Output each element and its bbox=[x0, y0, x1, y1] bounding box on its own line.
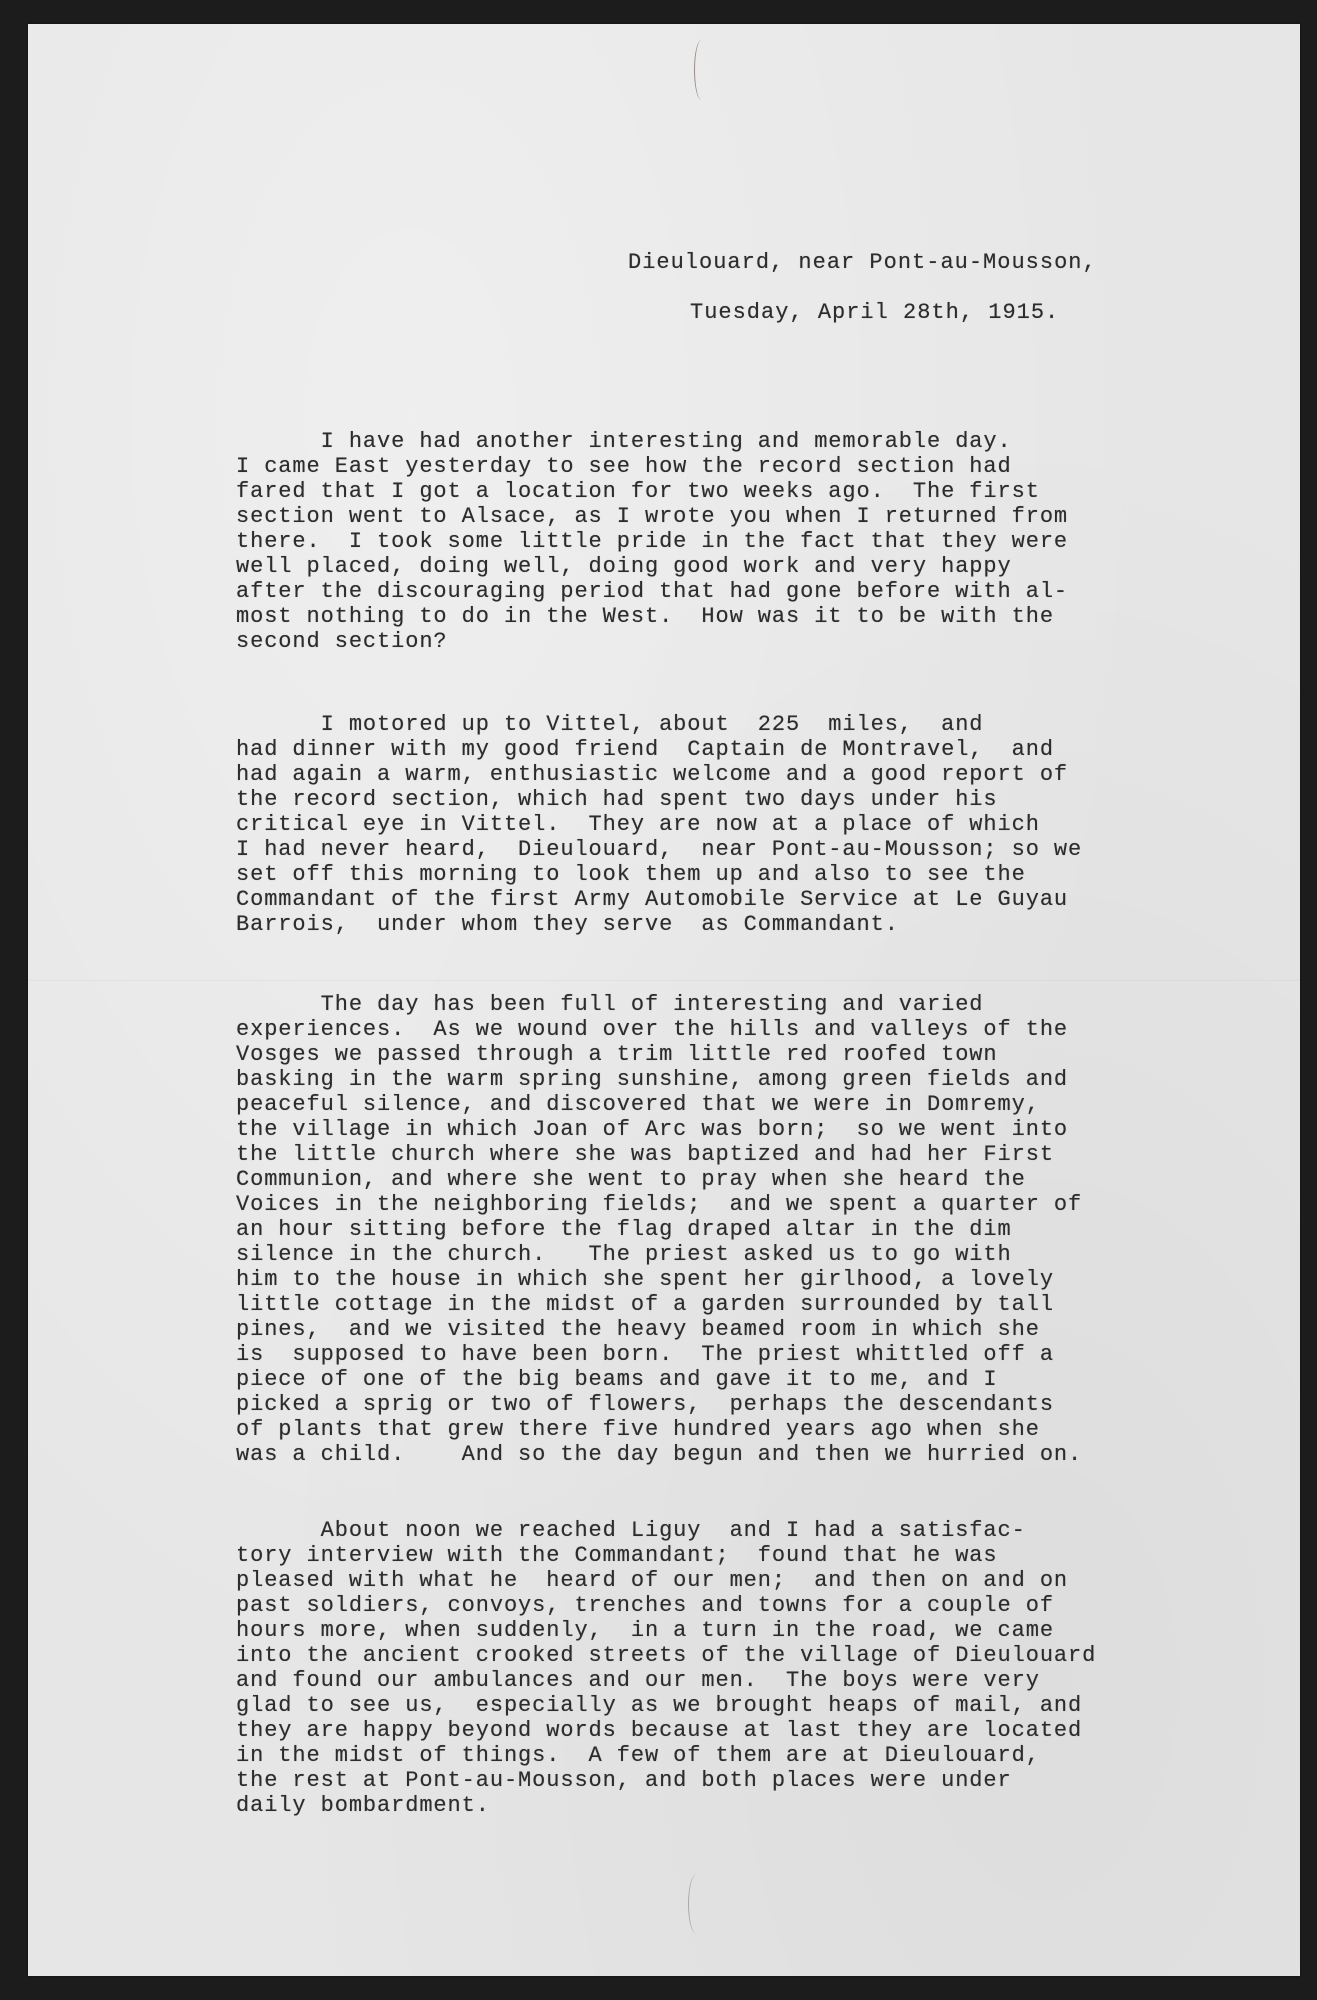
text-line: Vosges we passed through a trim little red roofed town bbox=[236, 1042, 998, 1067]
paragraph-3 bbox=[236, 992, 1082, 1467]
text-line: critical eye in Vittel. They are now at a place of which bbox=[236, 812, 1040, 837]
paragraph-2 bbox=[236, 712, 1082, 937]
paper-crease bbox=[688, 1874, 705, 1934]
text-line: little cottage in the midst of a garden surrounded by tall bbox=[236, 1292, 1054, 1317]
text-line: fared that I got a location for two weeks ago. The first bbox=[236, 479, 1040, 504]
text-line: well placed, doing well, doing good work and very happy bbox=[236, 554, 1012, 579]
text-line: tory interview with the Commandant; found that he was bbox=[236, 1543, 998, 1568]
text-line: the record section, which had spent two days under his bbox=[236, 787, 998, 812]
text-line: I have had another interesting and memorable day. bbox=[236, 429, 1012, 454]
text-line: an hour sitting before the flag draped altar in the dim bbox=[236, 1217, 1012, 1242]
paragraph-1 bbox=[236, 429, 1068, 654]
text-line: picked a sprig or two of flowers, perhaps the descendants bbox=[236, 1392, 1054, 1417]
letter-page bbox=[28, 24, 1300, 1976]
text-line: had dinner with my good friend Captain de Montravel, and bbox=[236, 737, 1054, 762]
paragraph-4 bbox=[236, 1518, 1096, 1818]
text-line: pleased with what he heard of our men; and then on and on bbox=[236, 1568, 1069, 1593]
text-line: daily bombardment. bbox=[236, 1793, 490, 1818]
text-line: I had never heard, Dieulouard, near Pont-au-Mousson; so we bbox=[236, 837, 1083, 862]
text-line: Commandant of the first Army Automobile Service at Le Guyau bbox=[236, 887, 1069, 912]
paper-crease bbox=[694, 40, 709, 100]
text-line: most nothing to do in the West. How was it to be with the bbox=[236, 604, 1054, 629]
text-line: peaceful silence, and discovered that we were in Domremy, bbox=[236, 1092, 1040, 1117]
text-line: Barrois, under whom they serve as Commandant. bbox=[236, 912, 899, 937]
text-line: they are happy beyond words because at last they are located bbox=[236, 1718, 1083, 1743]
text-line: the rest at Pont-au-Mousson, and both places were under bbox=[236, 1768, 1012, 1793]
text-line: section went to Alsace, as I wrote you when I returned from bbox=[236, 504, 1069, 529]
text-line: the village in which Joan of Arc was born; so we went into bbox=[236, 1117, 1069, 1142]
text-line: and found our ambulances and our men. The boys were very bbox=[236, 1668, 1040, 1693]
text-line: him to the house in which she spent her girlhood, a lovely bbox=[236, 1267, 1054, 1292]
text-line: glad to see us, especially as we brought heaps of mail, and bbox=[236, 1693, 1083, 1718]
text-line: The day has been full of interesting and varied bbox=[236, 992, 984, 1017]
page-fold bbox=[28, 980, 1300, 982]
text-line: set off this morning to look them up and also to see the bbox=[236, 862, 1026, 887]
text-line: of plants that grew there five hundred years ago when she bbox=[236, 1417, 1040, 1442]
letter-date: Tuesday, April 28th, 1915. bbox=[690, 300, 1060, 325]
text-line: experiences. As we wound over the hills and valleys of the bbox=[236, 1017, 1069, 1042]
letter-place: Dieulouard, near Pont-au-Mousson, bbox=[628, 250, 1097, 275]
text-line: Communion, and where she went to pray when she heard the bbox=[236, 1167, 1026, 1192]
text-line: in the midst of things. A few of them are at Dieulouard, bbox=[236, 1743, 1040, 1768]
text-line: had again a warm, enthusiastic welcome and a good report of bbox=[236, 762, 1069, 787]
text-line: I motored up to Vittel, about 225 miles, and bbox=[236, 712, 984, 737]
text-line: is supposed to have been born. The priest whittled off a bbox=[236, 1342, 1054, 1367]
text-line: basking in the warm spring sunshine, among green fields and bbox=[236, 1067, 1069, 1092]
text-line: second section? bbox=[236, 629, 448, 654]
text-line: into the ancient crooked streets of the village of Dieulouard bbox=[236, 1643, 1097, 1668]
text-line: silence in the church. The priest asked us to go with bbox=[236, 1242, 1012, 1267]
text-line: I came East yesterday to see how the record section had bbox=[236, 454, 1012, 479]
text-line: About noon we reached Liguy and I had a satisfac- bbox=[236, 1518, 1026, 1543]
text-line: piece of one of the big beams and gave it to me, and I bbox=[236, 1367, 998, 1392]
text-line: pines, and we visited the heavy beamed room in which she bbox=[236, 1317, 1040, 1342]
text-line: there. I took some little pride in the fact that they were bbox=[236, 529, 1069, 554]
text-line: was a child. And so the day begun and then we hurried on. bbox=[236, 1442, 1083, 1467]
text-line: past soldiers, convoys, trenches and towns for a couple of bbox=[236, 1593, 1054, 1618]
text-line: after the discouraging period that had gone before with al- bbox=[236, 579, 1069, 604]
text-line: Voices in the neighboring fields; and we spent a quarter of bbox=[236, 1192, 1083, 1217]
text-line: the little church where she was baptized and had her First bbox=[236, 1142, 1054, 1167]
text-line: hours more, when suddenly, in a turn in the road, we came bbox=[236, 1618, 1054, 1643]
